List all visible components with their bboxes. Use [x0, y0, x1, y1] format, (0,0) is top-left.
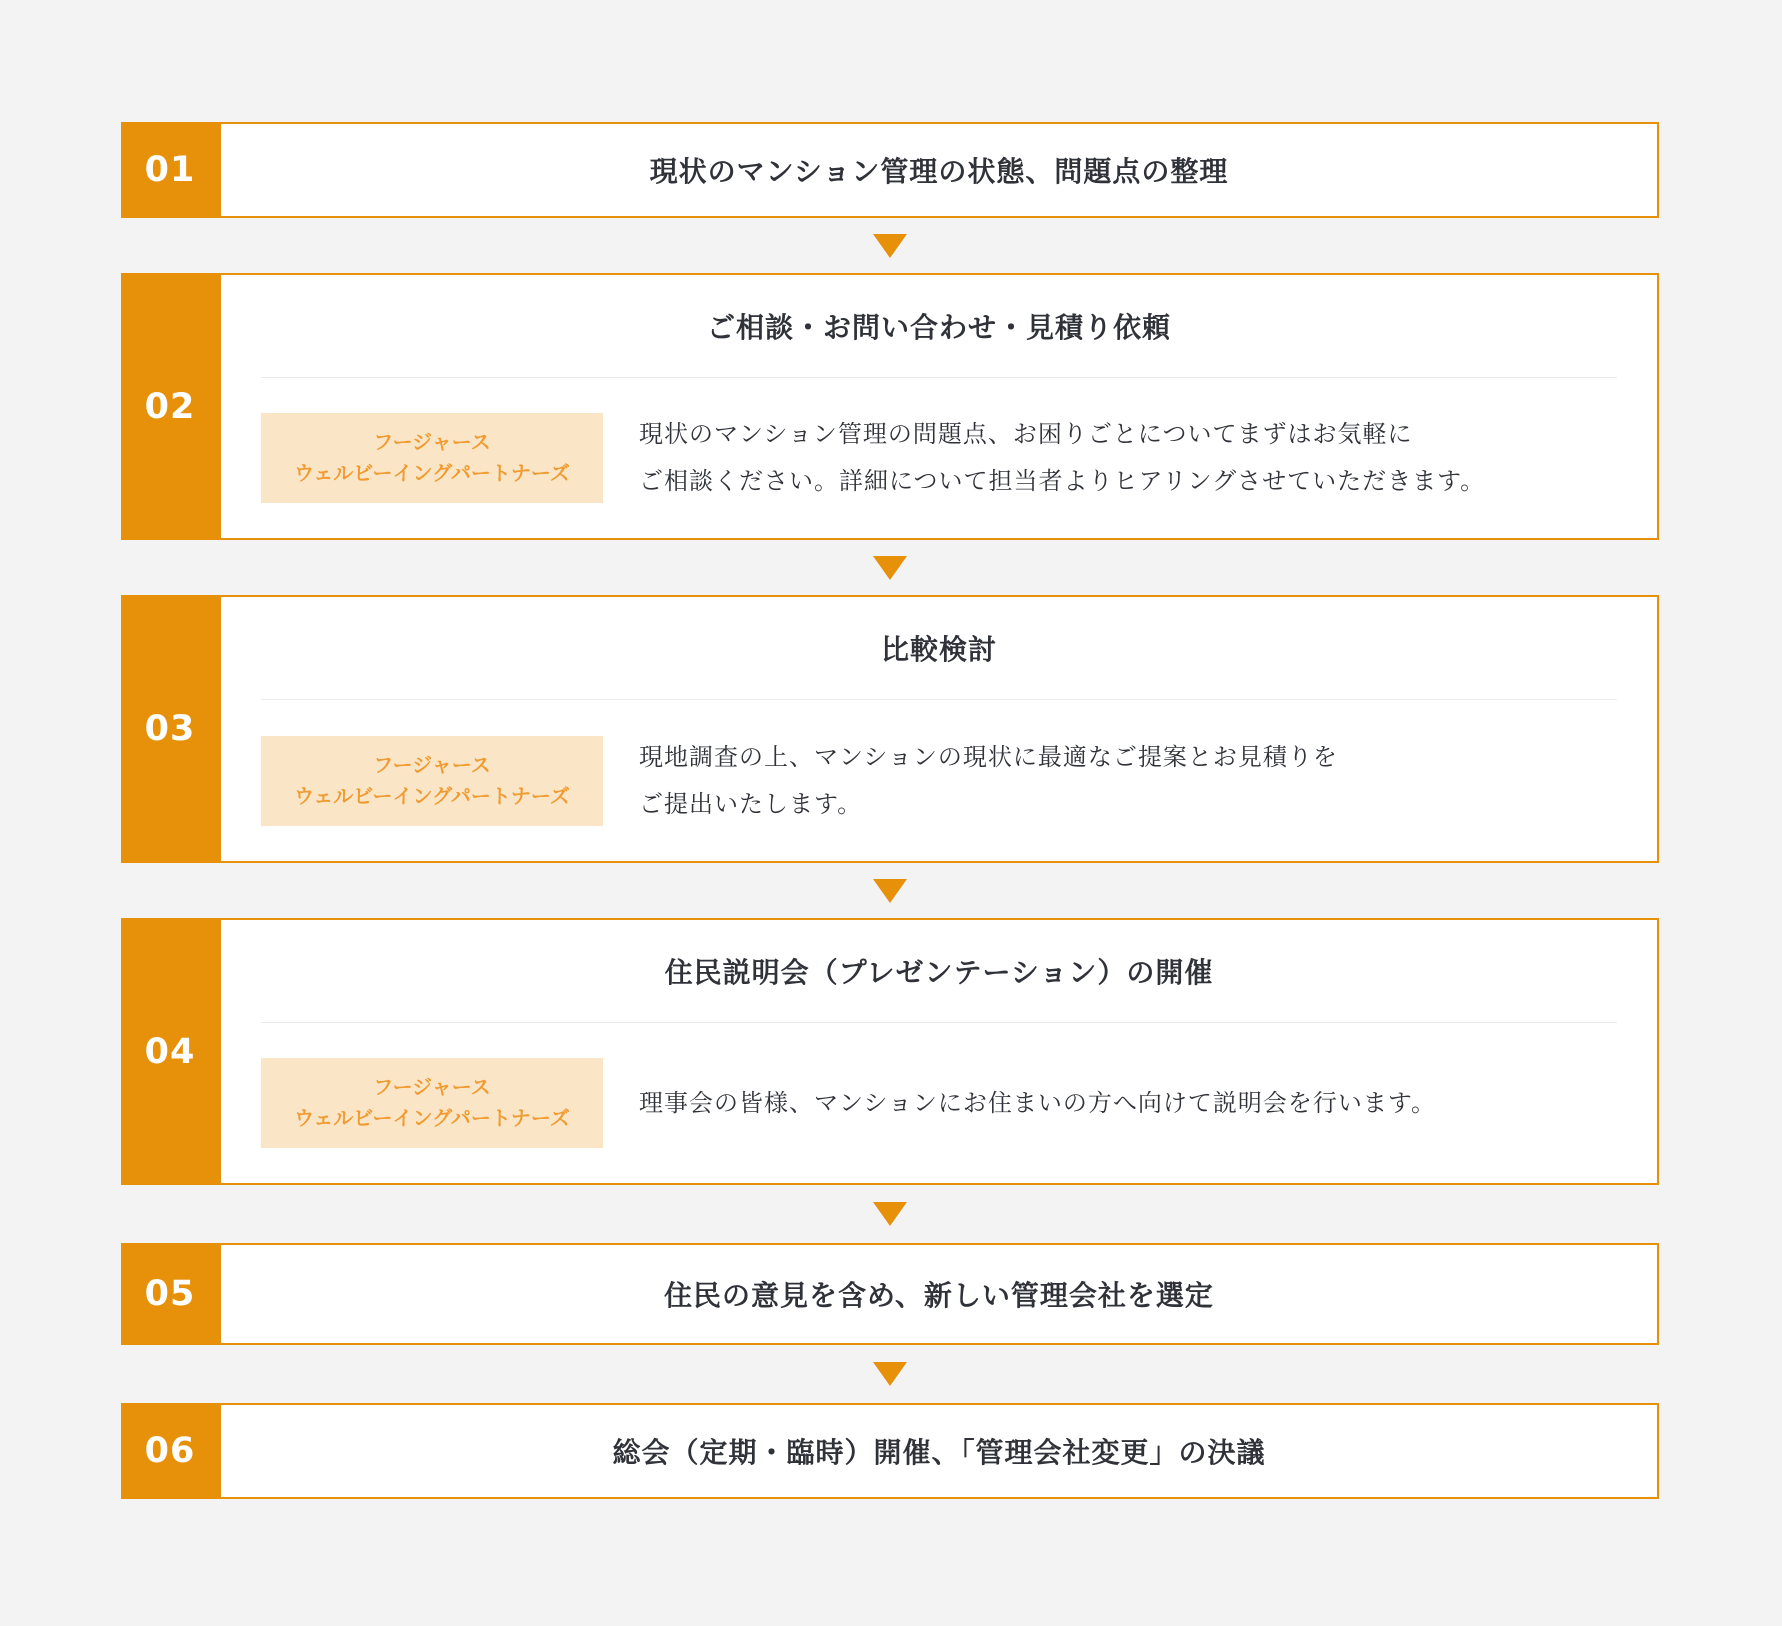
- step-row-01: [121, 122, 1659, 218]
- description-line: 理事会の皆様、マンションにお住まいの方へ向けて説明会を行います。: [639, 1088, 1436, 1117]
- arrow-gap: [121, 540, 1659, 595]
- down-arrow-icon: [873, 1202, 907, 1226]
- step-description: [639, 1080, 1436, 1127]
- step-description: [639, 734, 1338, 828]
- down-arrow-icon: [873, 1362, 907, 1386]
- step-row-04: [121, 918, 1659, 1185]
- arrow-gap: [121, 863, 1659, 918]
- step-body: [219, 1403, 1659, 1499]
- step-title: 住民の意見を含め、新しい管理会社を選定: [664, 1279, 1214, 1312]
- step-body: [219, 122, 1659, 218]
- step-title: ご相談・お問い合わせ・見積り依頼: [706, 311, 1171, 344]
- step-detail-row: [261, 377, 1617, 538]
- down-arrow-icon: [873, 556, 907, 580]
- partner-badge-line2: ウェルビーイングパートナーズ: [294, 461, 570, 485]
- step-row-03: [121, 595, 1659, 863]
- partner-company-badge: [261, 1058, 603, 1148]
- arrow-gap: [121, 1345, 1659, 1403]
- partner-badge-line1: フージャース: [373, 1075, 491, 1099]
- step-title: 総会（定期・臨時）開催、「管理会社変更」の決議: [612, 1436, 1266, 1469]
- step-number-badge: 06: [121, 1403, 219, 1499]
- step-number-badge: 02: [121, 273, 219, 540]
- step-title: 住民説明会（プレゼンテーション）の開催: [664, 956, 1214, 989]
- step-body: [219, 918, 1659, 1185]
- step-body: [219, 595, 1659, 863]
- partner-company-badge: [261, 736, 603, 826]
- step-number-badge: 05: [121, 1243, 219, 1345]
- partner-badge-line1: フージャース: [373, 430, 491, 454]
- description-line: 現状のマンション管理の問題点、お困りごとについてまずはお気軽に: [639, 420, 1413, 449]
- partner-badge-line1: フージャース: [373, 752, 491, 777]
- flow-container: [121, 122, 1659, 1499]
- partner-badge-line2: ウェルビーイングパートナーズ: [294, 1106, 570, 1130]
- step-row-06: [121, 1403, 1659, 1499]
- partner-badge-line2: ウェルビーイングパートナーズ: [294, 783, 570, 808]
- description-line: 現地調査の上、マンションの現状に最適なご提案とお見積りを: [639, 742, 1338, 771]
- partner-company-badge: [261, 413, 603, 503]
- step-number-badge: 01: [121, 122, 219, 218]
- arrow-gap: [121, 218, 1659, 273]
- step-number-badge: 03: [121, 595, 219, 863]
- step-body: [219, 1243, 1659, 1345]
- step-row-02: [121, 273, 1659, 540]
- description-line: ご相談ください。詳細について担当者よりヒアリングさせていただきます。: [639, 467, 1486, 495]
- step-body: [219, 273, 1659, 540]
- step-detail-row: [261, 699, 1617, 861]
- step-detail-row: [261, 1022, 1617, 1183]
- step-title: 比較検討: [880, 633, 997, 666]
- step-number-badge: 04: [121, 918, 219, 1185]
- down-arrow-icon: [873, 234, 907, 258]
- step-description: [639, 411, 1485, 505]
- description-line: ご提出いたします。: [639, 789, 863, 818]
- arrow-gap: [121, 1185, 1659, 1243]
- step-title: 現状のマンション管理の状態、問題点の整理: [649, 155, 1229, 188]
- down-arrow-icon: [873, 879, 907, 903]
- step-row-05: [121, 1243, 1659, 1345]
